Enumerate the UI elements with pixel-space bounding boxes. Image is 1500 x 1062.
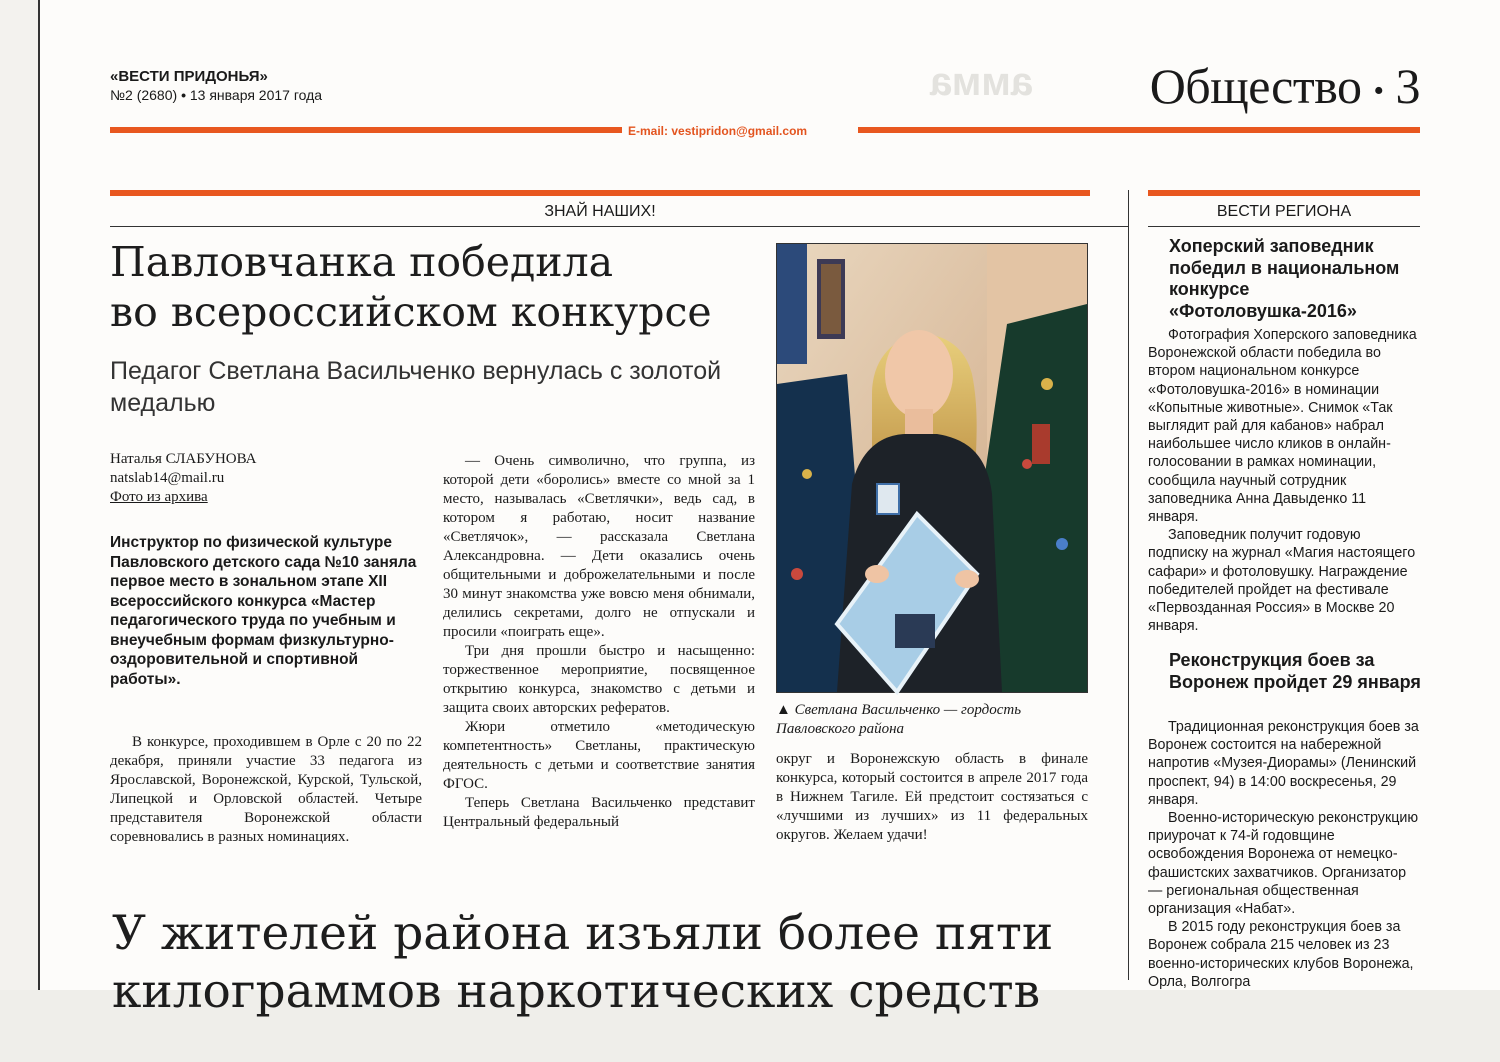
article-photo [776,243,1088,693]
show-through-text: амма [930,60,1034,104]
author-name: Наталья СЛАБУНОВА [110,451,257,467]
page-edge [38,0,40,990]
paragraph: В конкурсе, проходившем в Орле с 20 по 22 декабря, приняли участие 33 педагога из Ярославской, Воронежской, Курской, Тульской, Липецкой и Орловской областей. Четыре представителя Воронежской области соревновались в разных номинациях. [110,734,422,845]
paragraph: Фотография Хоперского заповедника Воронежской области победила во втором национальном конкурсе «Фотоловушка-2016» в номинации «Копытные животные». Снимок «Так выглядит рай для кабанов» набрал наибольшее число кликов в онлайн-голосовании в рамках номинации, сообщила научный сотрудник заповедника Анна Давыденко 11 января. [1148,327,1417,526]
paragraph: округ и Воронежскую область в финале конкурса, который состоится в апреле 2017 года в Нижнем Тагиле. Ей предстоит состязаться с «лучшими из лучших» из 11 федеральных округов. Желаем удачи! [776,751,1088,843]
header-rule-left [110,127,622,133]
sidebar-story-2-body [1148,718,1420,990]
article-column-3 [776,750,1088,845]
sidebar-divider [1128,190,1129,980]
article-column-1 [110,733,422,847]
article-column-2 [443,452,755,832]
next-headline-line-1: У жителей района изъяли более пяти [112,906,1054,961]
publication-name: «ВЕСТИ ПРИДОНЬЯ» [110,68,268,85]
paragraph: Жюри отметило «методическую компетентность» Светланы, практическую деятельность с детьми и соответствие занятия ФГОС. [443,719,755,792]
byline [110,450,410,507]
next-headline-line-2: килограммов наркотических средств [112,964,1041,1019]
paragraph: Три дня прошли быстро и насыщенно: торжественное мероприятие, посвященное открытию конкурса, знакомство с детьми и защита своих авторских рефератов. [443,643,755,716]
headline-line-1: Павловчанка победила [110,238,614,286]
article-headline [110,237,770,337]
main-section-rule [110,190,1090,196]
sidebar-story-1-body [1148,326,1420,635]
section-name: Общество [1149,58,1362,114]
header-rule-right [858,127,1420,133]
sidebar-kicker: ВЕСТИ РЕГИОНА [1216,203,1352,220]
date-separator: • [181,87,186,103]
photo-image [777,244,1087,692]
caption-text: Светлана Васильченко — гордость Павловского района [776,702,1022,737]
sidebar-section-rule [1148,190,1420,196]
issue-number: №2 (2680) [110,87,178,103]
issue-date: 13 января 2017 года [189,87,323,103]
section-title [1150,58,1420,120]
next-article-headline [112,905,1112,1019]
main-kicker: ЗНАЙ НАШИХ! [544,203,656,220]
paragraph: В 2015 году реконструкция боев за Воронеж собрала 215 человек из 23 военно-исторических клубов Воронежа, Орла, Волгогра [1148,919,1414,990]
issue-line [110,86,322,104]
sidebar-kicker-rule [1148,226,1420,227]
article-subheadline: Педагог Светлана Васильченко вернулась с золотой медалью [110,357,722,417]
headline-line-2: во всероссийском конкурсе [110,288,712,336]
caption-marker: ▲ [776,702,791,718]
header-email: E-mail: vestipridon@gmail.com [628,124,808,138]
paragraph: Теперь Светлана Васильченко представит Центральный федеральный [443,795,755,830]
paragraph: Заповедник получит годовую подписку на журнал «Магия настоящего сафари» и фотоловушку. Награждение победителей пройдет на фестивале «Первозданная Россия» в Москве 20 января. [1148,527,1416,635]
page-number: 3 [1395,58,1420,114]
main-kicker-rule [110,226,1128,227]
page-separator: • [1373,74,1384,108]
sidebar-story-2-title: Реконструкция боев за Воронеж пройдет 29 января [1169,650,1421,692]
photo-caption [776,701,1091,739]
photo-credit: Фото из архива [110,489,208,505]
paragraph: Традиционная реконструкция боев за Воронеж состоится на набережной напротив «Музея-Диорамы» (Ленинский проспект, 94) в 14:00 воскресенья, 29 января. [1148,719,1419,808]
paragraph: — Очень символично, что группа, из которой дети «боролись» вместе со мной за 1 место, называлась «Светлячки», ведь сад, в котором я работаю, носит название «Светлячок», — рассказала Светлана Александровна. — Дети оказались очень общительными и доброжелательными и после 30 минут знакомства уже вовсю меня обнимали, делились секретами, долго не отпускали и просили «поиграть еще». [443,453,755,640]
paragraph: Военно-историческую реконструкцию приурочат к 74-й годовщине освобождения Воронежа от немецко-фашистских захватчиков. Организатор — региональная общественная организация «Набат». [1148,810,1419,918]
author-email: natslab14@mail.ru [110,470,225,486]
sidebar-story-1-title: Хоперский заповедник победил в национальном конкурсе «Фотоловушка-2016» [1169,236,1400,321]
article-lede: Инструктор по физической культуре Павловского детского сада №10 заняла первое место в зональном этапе XII всероссийского конкурса «Мастер педагогического труда по учебным и внеучебным формам физкультурно-оздоровительной и спортивной работы». [110,534,417,688]
